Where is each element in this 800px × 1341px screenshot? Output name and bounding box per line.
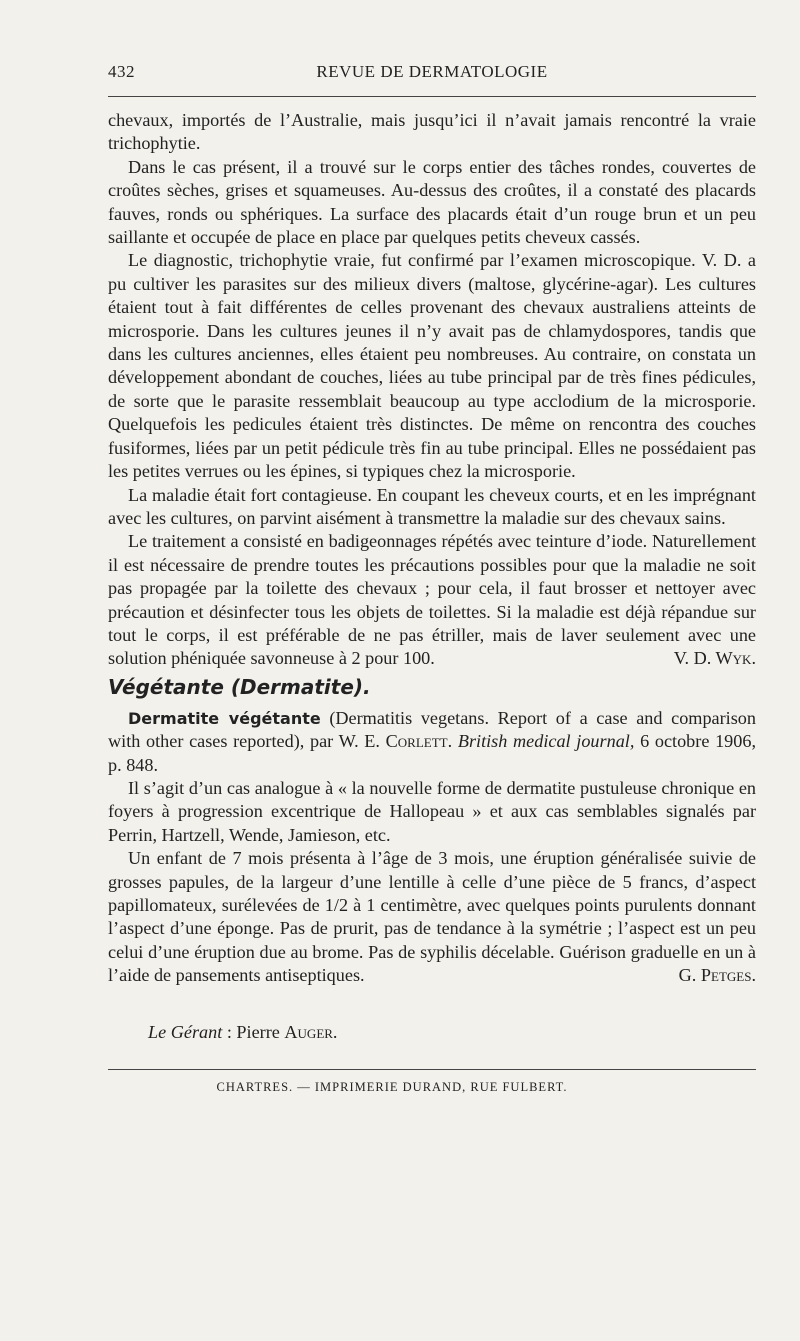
gerant-surname: Auger. bbox=[284, 1021, 338, 1042]
footer-rule bbox=[108, 1069, 756, 1070]
gerant-line bbox=[108, 1022, 756, 1043]
gerant-label: Le Gérant bbox=[148, 1021, 223, 1042]
paragraph-continuation: chevaux, importés de l’Australie, mais jusqu’ici il n’avait jamais rencontré la vraie trichophytie. bbox=[108, 110, 756, 154]
entry-journal: British medical journal, bbox=[452, 731, 635, 752]
page-number: 432 bbox=[108, 62, 135, 81]
journal-title: REVUE DE DERMATOLOGIE bbox=[316, 62, 548, 81]
case-report-text: Un enfant de 7 mois présenta à l’âge de 3 mois, une éruption généralisée suivie de grosses papules, de la largeur d’une lentille à celle d’une pièce de 5 francs, d’aspect papillomateux, surélevées de 1/2 à 1 centimètre, avec quelques points purulents donnant l’aspect d’une éponge. Pas de prurit, pas de tendance à la symétrie ; l’aspect est un peu celui d’une éruption due au brome. Pas de syphilis décelable. Guérison graduelle en un à l’aide de pansements antiseptiques. bbox=[108, 848, 756, 986]
paragraph-diagnosis: Le diagnostic, trichophytie vraie, fut confirmé par l’examen microscopique. V. D. a pu cultiver les parasites sur des milieux divers (maltose, glycérine-agar). Les cultures étaient tout à fait différentes de celles provenant des chevaux australiens atteints de microsporie. Dans les cultures jeunes il n’y avait pas de chlamydospores, tandis que dans les cultures anciennes, elles étaient peu nombreuses. Au contraire, on constata un développement abondant de couches, liées au tube principal par de très fines pédicules, de sorte que le parasite ressemblait beaucoup au type acclodium de la microsporie. Quelquefois les pedicules étaient très distinctes. De même on rencontra des couches fusiformes, liées par un petit pédicule très fin au tube principal. Elles ne possédaient pas les petites verrues ou les épines, si typiques chez la microsporie. bbox=[108, 250, 756, 482]
section-title: Végétante (Dermatite). bbox=[108, 674, 371, 699]
paragraph-analogy: Il s’agit d’un cas analogue à « la nouvelle forme de dermatite pustuleuse chronique en foyers à progression excentrique de Hallopeau » et aux cas semblables signalés par Perrin, Hartzell, Wende, Jamieson, etc. bbox=[108, 777, 756, 845]
gerant-name: Pierre bbox=[236, 1021, 285, 1042]
paragraph-contagion: La maladie était fort contagieuse. En coupant les cheveux courts, et en les imprégnant avec les cultures, on parvint aisément à transmettre la maladie sur des chevaux sains. bbox=[108, 484, 756, 528]
running-head bbox=[108, 58, 756, 86]
paragraph-treatment bbox=[108, 530, 756, 670]
entry-date: 6 octobre 1906, p. 848. bbox=[108, 731, 756, 775]
gerant-colon: : bbox=[222, 1021, 237, 1042]
entry-title: Dermatite végétante bbox=[128, 708, 321, 728]
entry-author: Corlett. bbox=[385, 731, 453, 752]
paragraph-case-report bbox=[108, 847, 756, 987]
article-body bbox=[108, 109, 756, 988]
treatment-text: Le traitement a consisté en badigeonnages répétés avec teinture d’iode. Naturellement il est nécessaire de prendre toutes les précautions possibles pour que la maladie ne soit pas propagée par la toilette des chevaux ; pour cela, il faut brosser et nettoyer avec précaution et désinfecter tous les objets de toilettes. Si la maladie est déjà répandue sur tout le corps, il est préférable de ne pas étriller, mais de laver seulement avec une solution phéniquée savonneuse à 2 pour 100. bbox=[108, 531, 756, 669]
author-signature-petges: G. Petges. bbox=[678, 965, 756, 986]
entry-reference bbox=[108, 707, 756, 777]
author-signature-vdwyk: V. D. Wyk. bbox=[673, 648, 756, 669]
paragraph-case: Dans le cas présent, il a trouvé sur le corps entier des tâches rondes, couvertes de croûtes sèches, grises et squameuses. Au-dessus des croûtes, il a constaté des placards fauves, ronds ou sphériques. La surface des placards était d’un rouge brun et un peu saillante et occupée de place en place par quelques petits cheveux cassés. bbox=[108, 156, 756, 248]
header-rule bbox=[108, 96, 756, 97]
printer-imprint: CHARTRES. — IMPRIMERIE DURAND, RUE FULBERT. bbox=[216, 1079, 568, 1094]
entry-ref: (Dermatitis vegetans. Report of a case and comparison with other cases reported), par W. E. bbox=[108, 707, 756, 752]
